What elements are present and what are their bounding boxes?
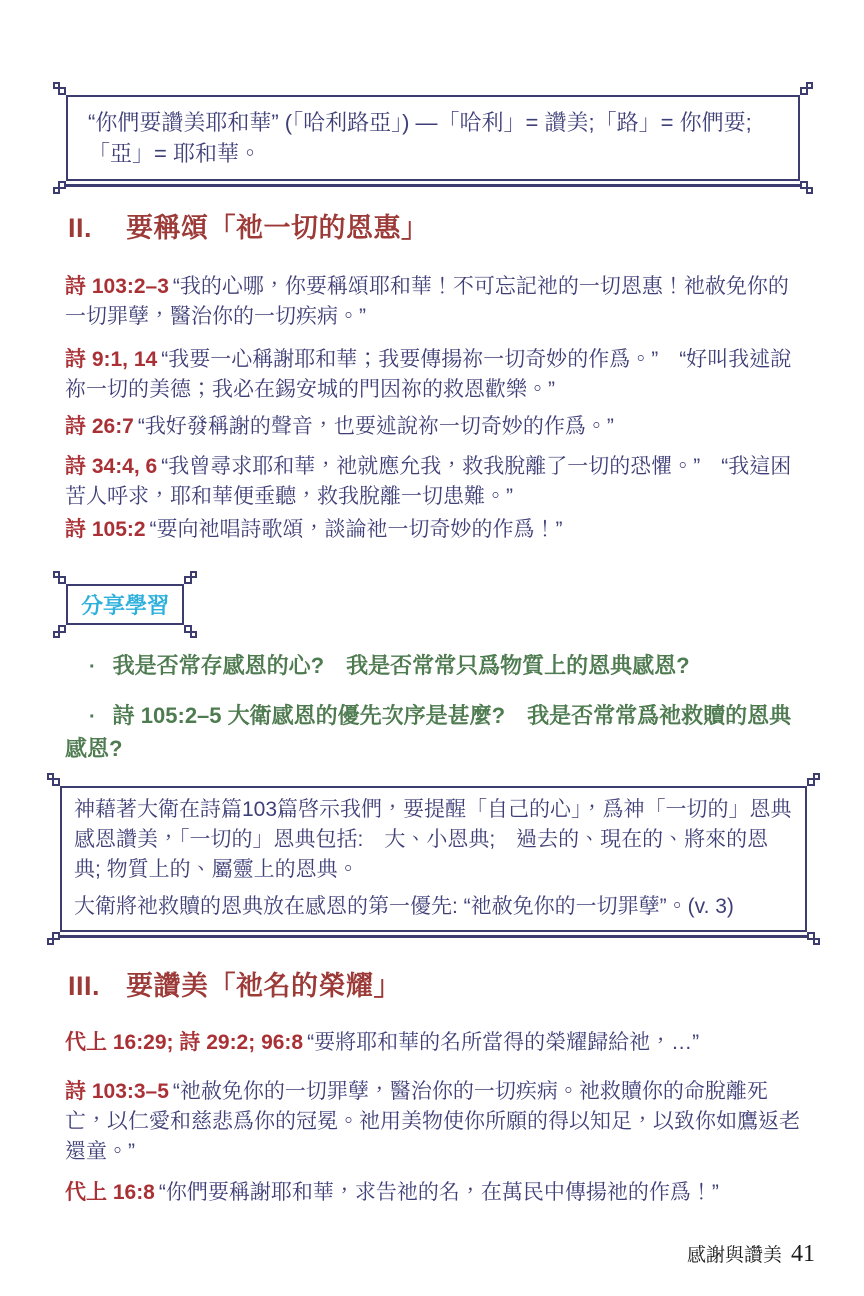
scripture-reference: 詩 103:3–5 [65,1080,169,1103]
scripture-quote [65,272,802,332]
bullet-dot-icon: · [89,656,96,678]
scripture-text: “要向祂唱詩歌頌，談論祂一切奇妙的作爲！” [149,518,563,541]
scripture-reference: 詩 26:7 [65,415,134,438]
scripture-text: “我要一心稱謝耶和華；我要傳揚祢一切奇妙的作爲。” “好叫我述說祢一切的美德；我必在錫安城的門因祢的救恩歡樂。” [65,348,792,401]
discussion-question-text: 我是否常存感恩的心? 我是否常常只爲物質上的恩典感恩? [112,653,690,678]
frame-corner-ornament-icon [807,932,815,940]
frame-corner-ornament-icon [184,625,192,633]
scripture-quote [65,452,802,512]
scripture-text: “祂赦免你的一切罪孽，醫治你的一切疾病。祂救贖你的命脫離死亡，以仁愛和慈悲爲你的冠冕。祂用美物使你所願的得以知足，以致你如鷹返老還童。” [65,1080,800,1163]
frame-corner-ornament-icon [52,932,60,940]
scripture-reference: 詩 9:1, 14 [65,348,158,371]
section-2-number: II. [68,213,93,243]
scripture-reference: 詩 34:4, 6 [65,455,158,478]
summary-paragraph: 神藉著大衛在詩篇103篇啓示我們，要提醒「自己的心」，爲神「一切的」恩典感恩讚美，「一切的」恩典包括: 大、小恩典; 過去的、現在的、將來的恩典; 物質上的、屬靈上的恩典。 [74,798,792,881]
footer-book-title: 感謝與讚美 [686,1245,782,1266]
frame-corner-ornament-icon [807,778,815,786]
scripture-quote [65,515,802,545]
frame-corner-ornament-icon [52,778,60,786]
scripture-reference: 詩 105:2 [65,518,146,541]
frame-corner-ornament-icon [800,87,808,95]
frame-corner-ornament-icon [58,625,66,633]
page-number: 41 [791,1241,815,1267]
scripture-quote [65,1028,802,1058]
section-3-number: III. [68,971,101,1001]
frame-corner-ornament-icon [58,576,66,584]
intro-definition-text: “你們要讚美耶和華” (「哈利路亞」) —「哈利」= 讚美;「路」= 你們要;「亞」= 耶和華。 [88,110,752,166]
intro-definition-box [66,95,800,181]
scripture-reference: 代上 16:29; 詩 29:2; 96:8 [65,1031,304,1054]
scripture-reference: 代上 16:8 [65,1181,155,1204]
section-3-title: 要讚美「祂名的榮耀」 [126,971,401,1001]
scripture-quote [65,1077,802,1167]
frame-corner-ornament-icon [58,181,66,189]
share-learning-badge [66,584,184,625]
section-2-heading [68,206,429,245]
scripture-quote [65,1178,802,1208]
scripture-text: “我的心哪，你要稱頌耶和華！不可忘記祂的一切恩惠！祂赦免你的一切罪孽，醫治你的一切疾病。” [65,275,789,328]
discussion-question [65,650,807,683]
scripture-text: “你們要稱謝耶和華，求告祂的名，在萬民中傳揚祂的作爲！” [158,1181,719,1204]
section-2-title: 要稱頌「祂一切的恩惠」 [126,213,429,243]
scripture-quote [65,345,802,405]
frame-corner-ornament-icon [800,181,808,189]
share-learning-label: 分享學習 [81,593,170,618]
scripture-text: “我曾尋求耶和華，祂就應允我，救我脫離了一切的恐懼。” “我這困苦人呼求，耶和華便垂聽，救我脫離一切患難。” [65,455,792,508]
frame-corner-ornament-icon [184,576,192,584]
summary-box [60,786,807,932]
frame-corner-ornament-icon [58,87,66,95]
scripture-text: “要將耶和華的名所當得的榮耀歸給祂，…” [307,1031,700,1054]
scripture-reference: 詩 103:2–3 [65,275,169,298]
discussion-question-text: 詩 105:2–5 大衛感恩的優先次序是甚麼? 我是否常常爲祂救贖的恩典感恩? [65,703,792,761]
page-footer [687,1240,815,1268]
bullet-dot-icon: · [89,706,96,728]
scripture-quote [65,412,802,442]
section-3-heading [68,964,401,1003]
summary-paragraph: 大衛將祂救贖的恩典放在感恩的第一優先: “祂赦免你的一切罪孽”。(v. 3) [74,895,734,918]
scripture-text: “我好發稱謝的聲音，也要述說祢一切奇妙的作爲。” [137,415,614,438]
discussion-question [65,700,807,764]
